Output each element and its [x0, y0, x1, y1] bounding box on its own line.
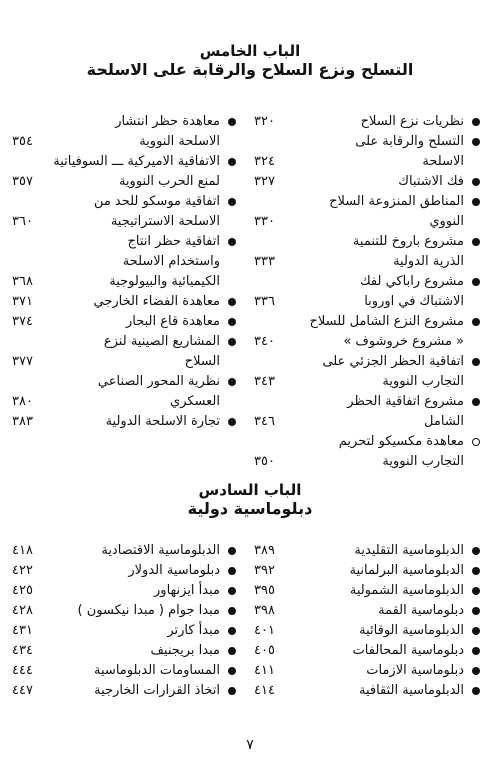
entry-page-number: ٣٦٠ [12, 214, 33, 229]
entry-title-line: نظرية المحور الصناعي [97, 374, 220, 389]
entry-title [52, 581, 226, 601]
entry-page-number: ٣٥٠ [254, 454, 275, 469]
toc-entry [254, 541, 482, 561]
chapter6-heading [0, 481, 500, 519]
entry-title [52, 681, 226, 701]
entry-page-number: ٣٣٠ [254, 214, 275, 229]
entry-title-line: التجارب النووية [382, 454, 464, 469]
entry-title-line: مشروع اتفاقية الحظر [347, 394, 464, 409]
entry-title [294, 192, 470, 232]
entry-page-number: ٤٢٥ [12, 583, 33, 598]
toc-entry [254, 232, 482, 272]
entry-title-line: واستخدام الاسلحة [122, 254, 220, 269]
toc-entry [12, 292, 238, 312]
entry-title-line: نظريات نزع السلاح [360, 114, 464, 129]
toc-entry [12, 581, 238, 601]
entry-title-line: معاهدة الفضاء الخارجي [93, 294, 220, 309]
entry-title-line: تجارة الاسلحة الدولية [105, 414, 220, 429]
entry-page-number: ٣٩٨ [254, 603, 275, 618]
bullet-icon [470, 625, 482, 637]
bullet-icon [470, 645, 482, 657]
bullet-icon [226, 336, 238, 348]
toc-entry [254, 192, 482, 232]
entry-title-line: النووي [429, 214, 464, 229]
entry-title [294, 601, 470, 621]
entry-title [294, 132, 470, 172]
bullet-icon [470, 565, 482, 577]
chapter5-label: الباب الخامس [199, 42, 301, 60]
toc-entry [254, 432, 482, 472]
entry-title-line: الذرية الدولية [393, 254, 464, 269]
chapter6-right-column [254, 541, 482, 701]
entry-title [294, 232, 470, 272]
entry-title [294, 432, 470, 472]
entry-title-line: معاهدة حظر انتشار [115, 114, 220, 129]
chapter5-left-column [12, 112, 238, 432]
entry-page-number: ٣٧٧ [12, 354, 33, 369]
entry-title [294, 392, 470, 432]
entry-page-number: ٣٣٣ [254, 254, 275, 269]
entry-title [52, 192, 226, 232]
toc-entry [254, 312, 482, 352]
entry-page-number: ٤١٤ [254, 683, 275, 698]
entry-title [52, 312, 226, 332]
entry-title [52, 152, 226, 192]
bullet-icon [226, 565, 238, 577]
toc-entry [254, 561, 482, 581]
entry-page-number: ٣٤٣ [254, 374, 275, 389]
entry-title [52, 372, 226, 412]
bullet-icon [226, 416, 238, 428]
entry-title-line: التسلح والرقابة على [355, 134, 464, 149]
entry-page-number: ٤٣٤ [12, 643, 33, 658]
entry-page-number: ٤٢٨ [12, 603, 33, 618]
entry-page-number: ٣٥٤ [12, 134, 33, 149]
entry-title-line: لمنع الحرب النووية [118, 174, 220, 189]
entry-title-line: مشروع راباكي لفك [359, 274, 464, 289]
entry-title-line: معاهدة مكسيكو لتحريم [338, 434, 464, 449]
entry-title [52, 332, 226, 372]
entry-title-line: اتخاذ القرارات الخارجية [94, 683, 220, 698]
toc-entry [12, 372, 238, 412]
entry-page-number: ٤٢٢ [12, 563, 33, 578]
entry-title [294, 172, 470, 192]
entry-title-line: دبلوماسية المحالفات [352, 643, 464, 658]
entry-title-line: الدبلوماسية البرلمانية [349, 563, 464, 578]
toc-entry [254, 641, 482, 661]
entry-title [294, 272, 470, 312]
entry-page-number: ٣٢٠ [254, 114, 275, 129]
entry-page-number: ٣٢٤ [254, 154, 275, 169]
entry-title-line: « مشروع خروشوف » [343, 334, 464, 349]
toc-entry [254, 661, 482, 681]
toc-entry [12, 661, 238, 681]
entry-title [52, 621, 226, 641]
entry-page-number: ٣٥٧ [12, 174, 33, 189]
toc-entry [254, 392, 482, 432]
entry-title [294, 352, 470, 392]
chapter5-title: التسلح ونزع السلاح والرقابة على الاسلحة [86, 60, 414, 79]
entry-page-number: ٣٨٩ [254, 543, 275, 558]
toc-entry [254, 172, 482, 192]
bullet-icon [470, 236, 482, 248]
bullet-icon [470, 176, 482, 188]
entry-title-line: الاشتباك في اوروبا [364, 294, 464, 309]
entry-page-number: ٣٣٦ [254, 294, 275, 309]
entry-title-line: فك الاشتباك [398, 174, 464, 189]
entry-title [52, 601, 226, 621]
entry-title-line: الدبلوماسية الوقائية [359, 623, 464, 638]
chapter5-heading [0, 42, 500, 80]
entry-page-number: ٤٤٤ [12, 663, 33, 678]
entry-title-line: اتفاقية الحظر الجزئي على [322, 354, 464, 369]
entry-page-number: ٣٢٧ [254, 174, 275, 189]
bullet-icon [470, 196, 482, 208]
entry-title [294, 621, 470, 641]
toc-entry [12, 332, 238, 372]
entry-title [294, 312, 470, 352]
entry-title-line: الدبلوماسية الثقافية [358, 683, 464, 698]
bullet-icon [470, 136, 482, 148]
entry-page-number: ٣٤٠ [254, 334, 275, 349]
entry-title-line: مبدا بريجنيف [150, 643, 220, 658]
entry-page-number: ٤٣١ [12, 623, 33, 638]
entry-title [294, 541, 470, 561]
bullet-icon [470, 116, 482, 128]
entry-title [52, 292, 226, 312]
entry-page-number: ٣٩٢ [254, 563, 275, 578]
bullet-icon [470, 685, 482, 697]
toc-entry [12, 561, 238, 581]
entry-title-line: الاسلحة [422, 154, 464, 169]
entry-page-number: ٤١١ [254, 663, 275, 678]
entry-title-line: مبدأ ايزنهاور [154, 583, 220, 598]
bullet-icon [470, 585, 482, 597]
entry-title [52, 541, 226, 561]
entry-page-number: ٣٧٤ [12, 314, 33, 329]
entry-page-number: ٣٤٦ [254, 414, 275, 429]
entry-page-number: ٤٤٧ [12, 683, 33, 698]
bullet-icon [226, 296, 238, 308]
bullet-icon [226, 665, 238, 677]
toc-entry [12, 412, 238, 432]
toc-entry [12, 192, 238, 232]
bullet-icon [226, 236, 238, 248]
entry-title-line: الاسلحة النووية [139, 134, 220, 149]
bullet-icon [226, 316, 238, 328]
page-number: ٧ [246, 737, 254, 753]
entry-title-line: الشامل [424, 414, 464, 429]
bullet-icon [226, 605, 238, 617]
entry-title [294, 641, 470, 661]
toc-entry [254, 352, 482, 392]
entry-title [52, 661, 226, 681]
toc-entry [12, 312, 238, 332]
entry-title [294, 561, 470, 581]
toc-entry [12, 112, 238, 152]
entry-title-line: الدبلوماسية التقليدية [354, 543, 464, 558]
bullet-icon [470, 545, 482, 557]
toc-entry [254, 112, 482, 132]
bullet-icon [226, 625, 238, 637]
toc-entry [254, 272, 482, 312]
entry-page-number: ٣٦٨ [12, 274, 33, 289]
entry-title-line: اتفاقية حظر انتاج [127, 234, 220, 249]
entry-title [52, 561, 226, 581]
toc-entry [254, 621, 482, 641]
toc-entry [254, 681, 482, 701]
toc-entry [254, 132, 482, 172]
entry-title [294, 681, 470, 701]
bullet-icon [226, 585, 238, 597]
entry-page-number: ٤٠١ [254, 623, 275, 638]
entry-title-line: العسكري [170, 394, 220, 409]
entry-title-line: مشروع النزع الشامل للسلاح [309, 314, 464, 329]
toc-entry [12, 152, 238, 192]
entry-page-number: ٤١٨ [12, 543, 33, 558]
bullet-icon [470, 356, 482, 368]
entry-title-line: المشاريع الصينية لنزع [103, 334, 220, 349]
entry-title [294, 112, 470, 132]
bullet-icon [470, 605, 482, 617]
entry-title [52, 112, 226, 152]
entry-page-number: ٤٠٥ [254, 643, 275, 658]
entry-title-line: دبلوماسية الدولار [128, 563, 220, 578]
entry-title [52, 232, 226, 292]
toc-entry [12, 232, 238, 292]
entry-title-line: المساومات الدبلوماسية [94, 663, 220, 678]
bullet-icon [470, 316, 482, 328]
entry-title [294, 661, 470, 681]
entry-title-line: الاتفاقية الاميركية ـــ السوفياتية [53, 154, 220, 169]
bullet-icon [470, 665, 482, 677]
entry-title-line: معاهدة قاع البحار [125, 314, 220, 329]
toc-entry [12, 541, 238, 561]
entry-page-number: ٣٨٣ [12, 414, 33, 429]
entry-title-line: التجارب النووية [382, 374, 464, 389]
entry-title-line: الاسلحة الاستراتيجية [110, 214, 220, 229]
entry-title-line: الدبلوماسية الاقتصادية [101, 543, 220, 558]
chapter6-left-column [12, 541, 238, 701]
entry-title-line: دبلوماسية القمة [378, 603, 464, 618]
toc-entry [254, 581, 482, 601]
entry-title [294, 581, 470, 601]
chapter6-title: دبلوماسية دولية [187, 499, 313, 518]
entry-page-number: ٣٨٠ [12, 394, 33, 409]
toc-entry [12, 681, 238, 701]
toc-entry [12, 641, 238, 661]
entry-title-line: مشروع باروخ للتنمية [352, 234, 464, 249]
entry-title-line: مبدأ كارتر [167, 623, 220, 638]
entry-title-line: مبدا جوام ( مبدا نيكسون ) [77, 603, 220, 618]
bullet-icon [226, 685, 238, 697]
entry-title-line: الكيميائية والبيولوجية [109, 274, 220, 289]
bullet-icon [226, 156, 238, 168]
bullet-icon [470, 436, 482, 448]
entry-title-line: السلاح [184, 354, 220, 369]
toc-entry [12, 601, 238, 621]
chapter6-label: الباب السادس [198, 481, 302, 499]
bullet-icon [226, 196, 238, 208]
entry-page-number: ٣٧١ [12, 294, 33, 309]
entry-title-line: اتفاقية موسكو للحد من [93, 194, 220, 209]
toc-entry [12, 621, 238, 641]
entry-title-line: دبلوماسية الازمات [366, 663, 464, 678]
entry-title-line: الدبلوماسية الشمولية [349, 583, 464, 598]
entry-title-line: المناطق المنزوعة السلاح [329, 194, 464, 209]
entry-title [52, 412, 226, 432]
toc-entry [254, 601, 482, 621]
chapter5-right-column [254, 112, 482, 472]
entry-page-number: ٣٩٥ [254, 583, 275, 598]
bullet-icon [470, 396, 482, 408]
bullet-icon [226, 645, 238, 657]
bullet-icon [470, 276, 482, 288]
entry-title [52, 641, 226, 661]
bullet-icon [226, 116, 238, 128]
bullet-icon [226, 545, 238, 557]
bullet-icon [226, 376, 238, 388]
